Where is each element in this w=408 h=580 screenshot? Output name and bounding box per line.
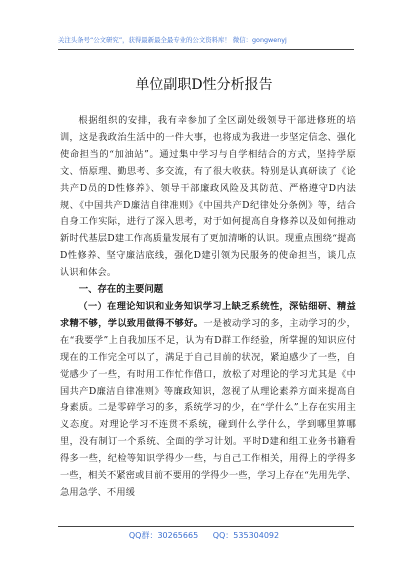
paragraph-lead-sentence: （一）在理论知识和业务知识学习上缺乏系统性，深钻细研、精益求精不够，学以致用做得不够好。 bbox=[60, 300, 356, 329]
footer-contact-note: QQ群：30265665 QQ：535304092 bbox=[128, 531, 280, 540]
intro-paragraph: 根据组织的安排，我有幸参加了全区副处级领导干部进修班的培训，这是我政治生活中的一件大事，也将成为我进一步坚定信念、强化使命担当的“加油站”。通过集中学习与自学相结合的方式，坚持学原文、悟原理、勤思考、多交流，有了很大收获。特别是认真研读了《论共产D员的D性修养》、领导干部廉政风险及其防范、严格遵守D内法规、《中国共产D廉洁自律准则》《中国共产D纪律处分条例》等，结合自身工作实际，进行了深入思考，对于如何提高自身修养以及如何推动新时代基层D建工作高质量发展有了更加清晰的认识。现重点围绕“提高D性修养、坚守廉洁底线，强化D建引领为民服务的使命担当，谈几点认识和体会。 bbox=[60, 115, 356, 279]
footer-divider bbox=[58, 526, 354, 527]
document-body bbox=[60, 113, 356, 502]
section-heading: 一、存在的主要问题 bbox=[78, 284, 164, 296]
header-promo-note: 关注头条号“公文研究”，获得最新最全最专业的公文资料库！ 微信：gongwenyj bbox=[58, 36, 287, 44]
header-divider bbox=[58, 49, 354, 50]
problem-paragraph bbox=[60, 299, 356, 502]
paragraph-body-text: 一是被动学习的多，主动学习的少，在“我要学”上自我加压不足，认为有D群工作经验，所掌握的知识应付现在的工作完全可以了，满足于自己目前的状况，紧迫感少了一些，自觉感少了一些，有时用工作忙作借口，放松了对理论的学习尤其是《中国共产D廉洁自律准则》等廉政知识，忽视了从理论素养方面来提高自身素质。二是零碎学习的多，系统学习的少，在“学什么”上存在实用主义态度。对理论学习不连贯不系统，碰到什么学什么，学到哪里算哪里，没有制订一个系统、全面的学习计划。平时D建和组工业务书籍看得多一些，纪检等知识学得少一些，与自己工作相关，用得上的学得多一些，相关不紧密或目前不要用的学得少一些，学习上存在“先用先学、急用急学、不用缓 bbox=[60, 317, 357, 498]
document-title: 单位副职D性分析报告 bbox=[135, 77, 273, 93]
